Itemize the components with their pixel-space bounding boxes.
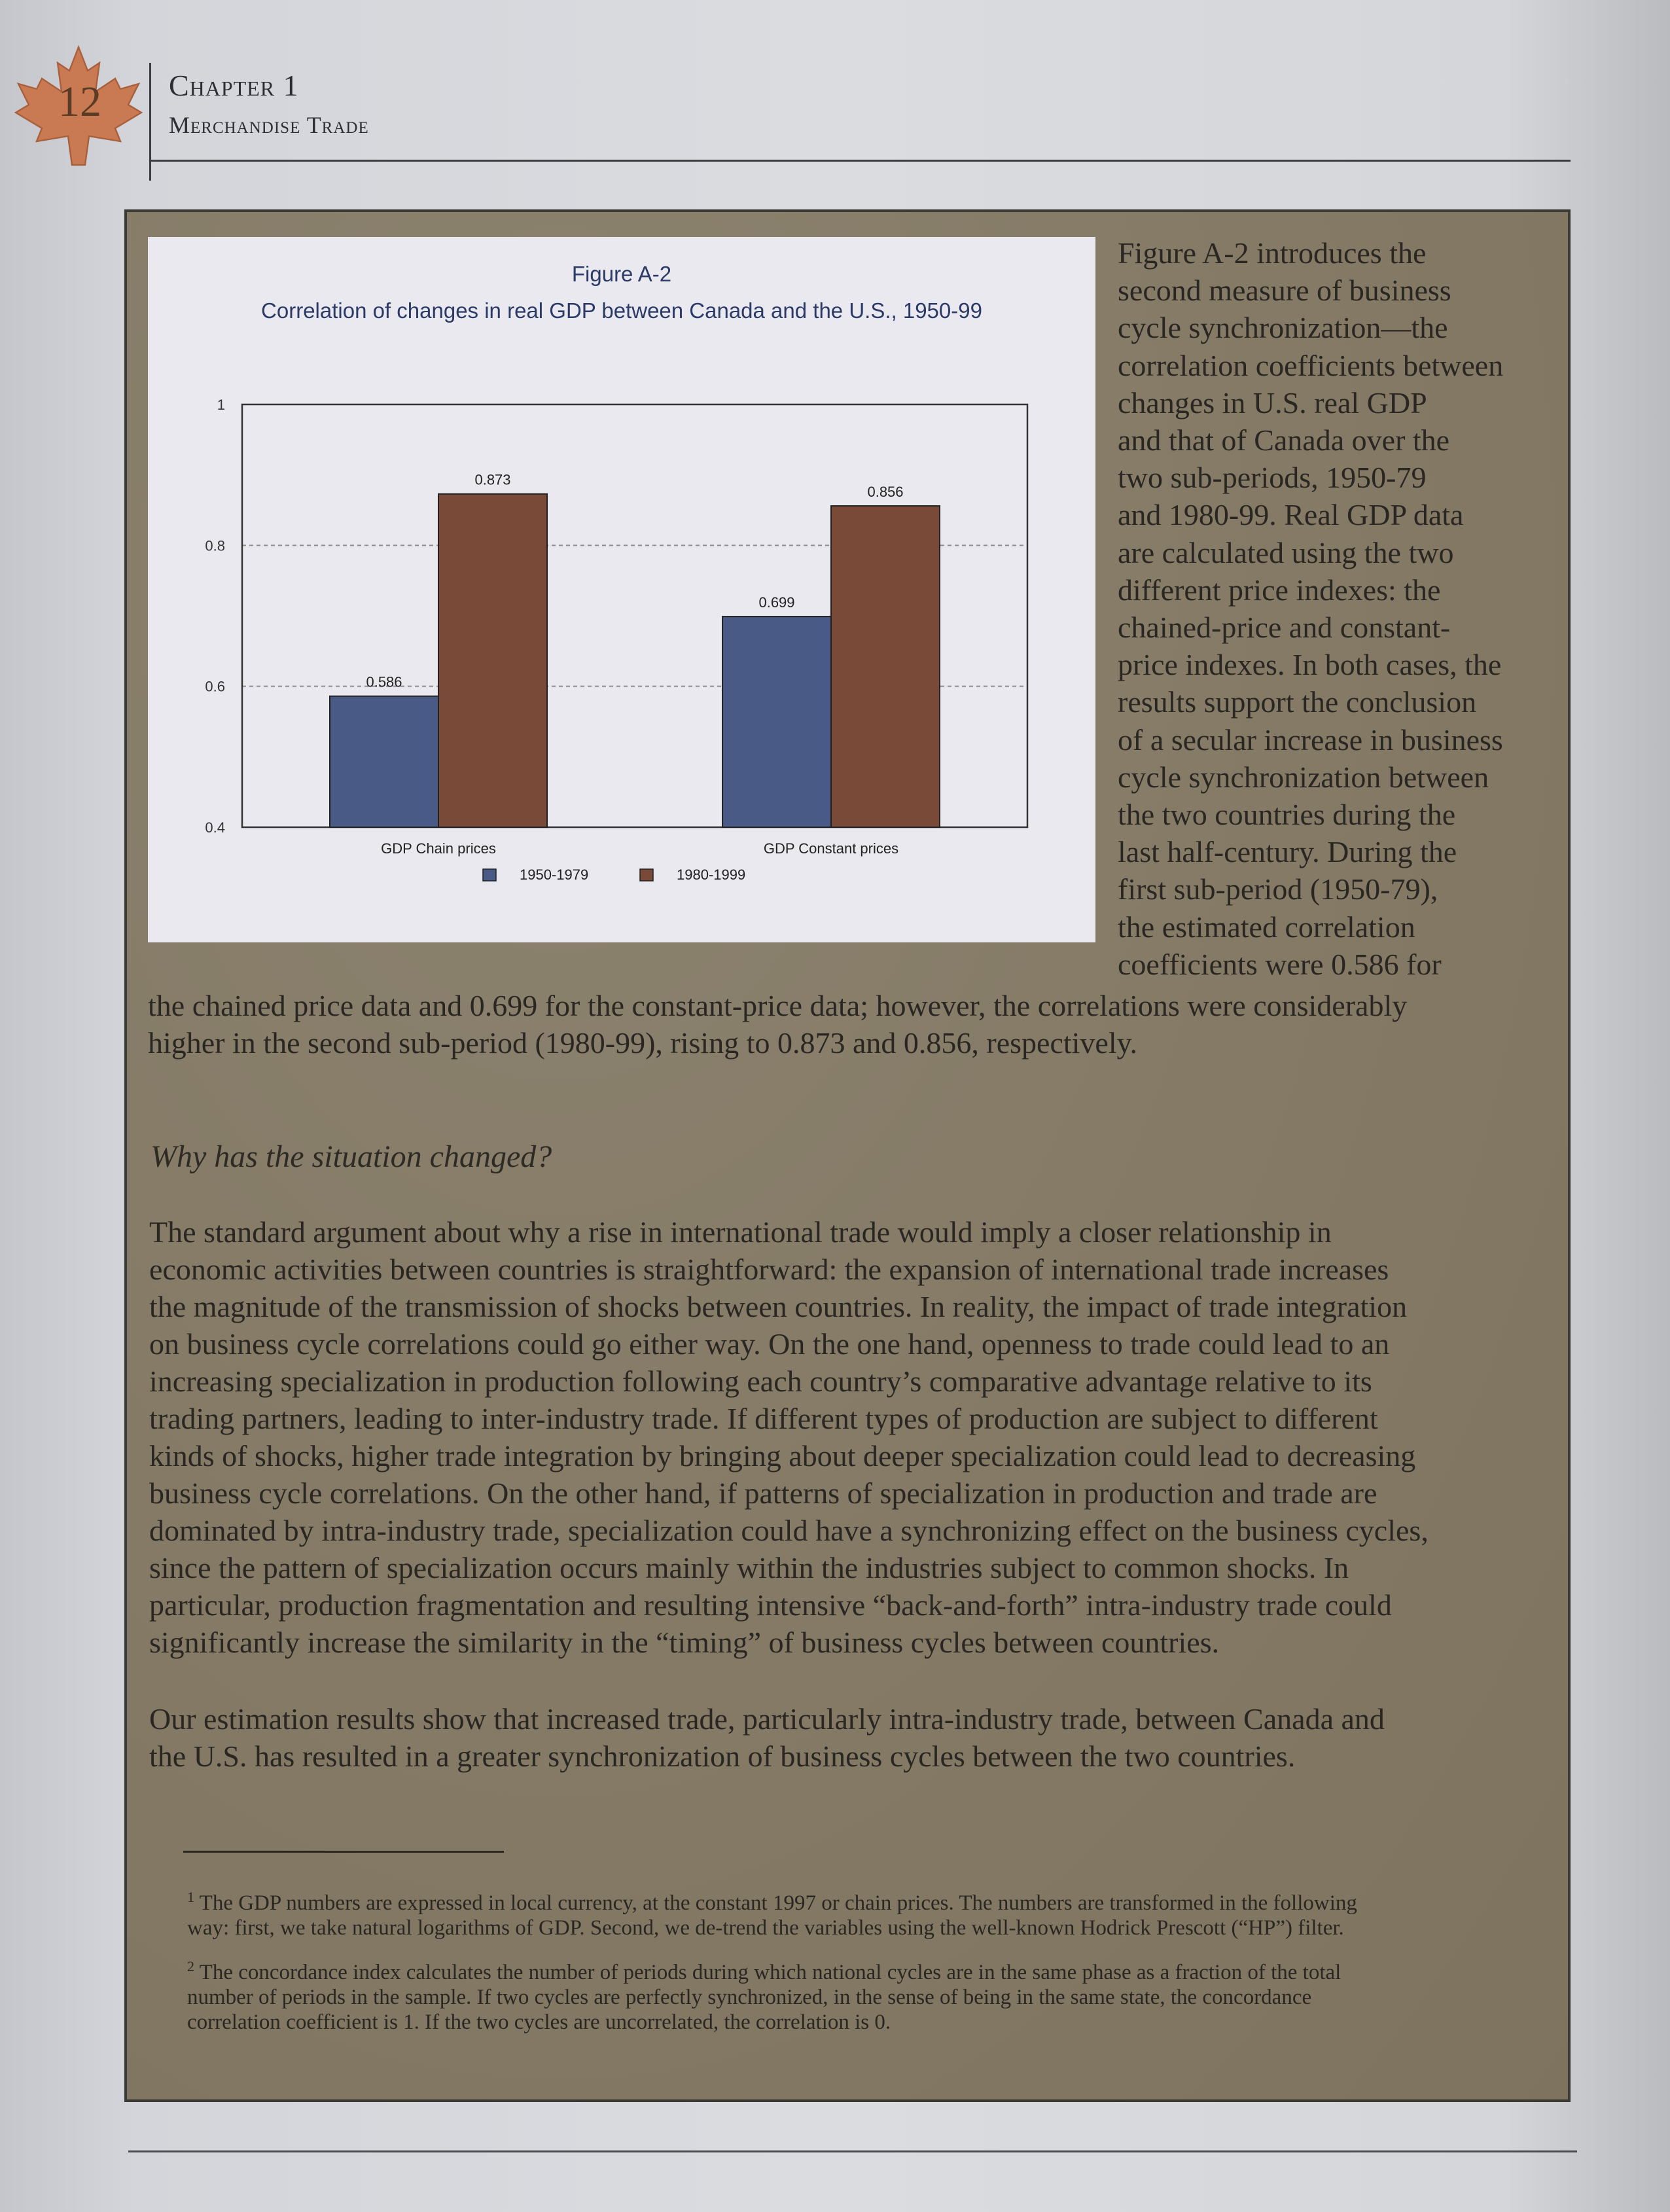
text-line: Our estimation results show that increased trade, particularly intra-industry trade, between Canada and (149, 1702, 1385, 1736)
footnote-line (187, 1885, 1568, 1916)
text-line: The standard argument about why a rise in international trade would imply a closer relationship in (149, 1215, 1332, 1249)
footnote-1 (187, 1885, 1568, 1940)
text-line: kinds of shocks, higher trade integration by bringing about deeper specialization could lead to decreasing (149, 1439, 1416, 1472)
text-line: trading partners, leading to inter-industry trade. If different types of production are subject to different (149, 1402, 1378, 1435)
x-category-label: GDP Chain prices (381, 840, 496, 857)
text-line: second measure of business (1118, 274, 1451, 308)
footnote-2 (187, 1954, 1568, 2035)
chart-svg (148, 237, 1095, 942)
text-line: results support the conclusion (1118, 685, 1477, 719)
footnote-rule (183, 1851, 504, 1853)
text-line: are calculated using the two (1118, 535, 1454, 569)
text-line: significantly increase the similarity in the “timing” of business cycles between countries. (149, 1626, 1220, 1659)
chart-title: Figure A-2 (571, 262, 672, 286)
text-line: of a secular increase in business (1118, 722, 1503, 757)
legend-swatch (640, 869, 653, 881)
y-tick-label: 0.4 (205, 819, 225, 836)
footnote-text: The concordance index calculates the number of periods during which national cycles are in the same phase as a fraction of the total (199, 1961, 1341, 1984)
legend-label: 1950-1979 (520, 866, 589, 883)
chapter-title: Chapter 1 (169, 69, 299, 102)
footnote-line (187, 2010, 1568, 2035)
footnote-text: The GDP numbers are expressed in local currency, at the constant 1997 or chain prices. The numbers are transformed in the following (199, 1891, 1357, 1915)
text-line: particular, production fragmentation and resulting intensive “back-and-forth” intra-industry trade could (149, 1588, 1392, 1622)
data-label: 0.586 (366, 673, 402, 690)
y-tick-label: 0.6 (205, 678, 225, 695)
text-line: price indexes. In both cases, the (1118, 648, 1502, 682)
text-line: the U.S. has resulted in a greater synchronization of business cycles between the two countries. (149, 1739, 1296, 1773)
paragraph-2 (149, 1700, 1576, 1775)
text-line: the estimated correlation (1118, 910, 1415, 944)
side-paragraph (1118, 234, 1569, 983)
bar (330, 696, 438, 827)
text-line: cycle synchronization—the (1118, 311, 1448, 345)
footer-rule (128, 2150, 1577, 2152)
footnote-text: number of periods in the sample. If two cycles are perfectly synchronized, in the sense of being in the same state, the concordance (187, 1986, 1312, 2009)
footnote-mark: 2 (187, 1958, 194, 1974)
text-line: coefficients were 0.586 for (1118, 947, 1442, 981)
page-number: 12 (58, 78, 101, 126)
footnote-line (187, 1985, 1568, 2010)
header-rule (149, 160, 1571, 162)
text-line: the chained price data and 0.699 for the constant-price data; however, the correlations were considerably (148, 989, 1408, 1022)
text-line: Figure A-2 introduces the (1118, 236, 1427, 270)
bar (831, 506, 940, 827)
data-label: 0.699 (758, 594, 795, 611)
text-line: correlation coefficients between (1118, 348, 1504, 382)
footnote-text: way: first, we take natural logarithms of GDP. Second, we de-trend the variables using the well-known Hodrick Prescott (“HP”) filter. (187, 1916, 1344, 1940)
text-line: higher in the second sub-period (1980-99), rising to 0.873 and 0.856, respectively. (148, 1026, 1138, 1060)
footnote-line (187, 1954, 1568, 1985)
bar (438, 494, 547, 827)
section-question: Why has the situation changed? (151, 1139, 552, 1174)
footnote-line (187, 1916, 1568, 1940)
text-line: and that of Canada over the (1118, 423, 1450, 457)
x-category-label: GDP Constant prices (763, 840, 899, 857)
text-line: and 1980-99. Real GDP data (1118, 498, 1464, 532)
text-line: changes in U.S. real GDP (1118, 385, 1427, 419)
text-line: since the pattern of specialization occurs mainly within the industries subject to common shocks. In (149, 1551, 1349, 1584)
text-line: increasing specialization in production following each country’s comparative advantage relative to its (149, 1365, 1372, 1398)
text-line: economic activities between countries is straightforward: the expansion of international trade increases (149, 1253, 1389, 1286)
text-line: business cycle correlations. On the other hand, if patterns of specialization in production and trade are (149, 1476, 1377, 1510)
data-label: 0.856 (867, 484, 904, 501)
text-line: chained-price and constant- (1118, 611, 1451, 645)
paragraph-1 (149, 1213, 1576, 1661)
text-line: on business cycle correlations could go either way. On the one hand, openness to trade could lead to an (149, 1327, 1390, 1361)
text-line: last half-century. During the (1118, 835, 1457, 869)
footnote-text: correlation coefficient is 1. If the two cycles are uncorrelated, the correlation is 0. (187, 2010, 891, 2034)
chapter-subtitle: Merchandise Trade (169, 112, 369, 138)
figure-a2-chart (148, 237, 1095, 942)
text-line: the magnitude of the transmission of shocks between countries. In reality, the impact of trade integration (149, 1290, 1408, 1323)
text-line: the two countries during the (1118, 798, 1456, 832)
bar (722, 616, 831, 827)
y-tick-label: 0.8 (205, 537, 225, 554)
text-line: different price indexes: the (1118, 573, 1441, 607)
data-label: 0.873 (474, 471, 511, 488)
y-tick-label: 1 (217, 397, 225, 413)
text-line: two sub-periods, 1950-79 (1118, 461, 1427, 495)
header-divider (149, 63, 151, 181)
text-line: first sub-period (1950-79), (1118, 872, 1438, 906)
continued-paragraph (148, 987, 1568, 1061)
legend-label: 1980-1999 (677, 866, 746, 883)
text-line: cycle synchronization between (1118, 760, 1489, 794)
chart-subtitle: Correlation of changes in real GDP between Canada and the U.S., 1950-99 (261, 298, 982, 323)
text-line: dominated by intra-industry trade, specialization could have a synchronizing effect on the business cycles, (149, 1514, 1429, 1547)
legend-swatch (483, 869, 496, 881)
footnote-mark: 1 (187, 1889, 194, 1905)
